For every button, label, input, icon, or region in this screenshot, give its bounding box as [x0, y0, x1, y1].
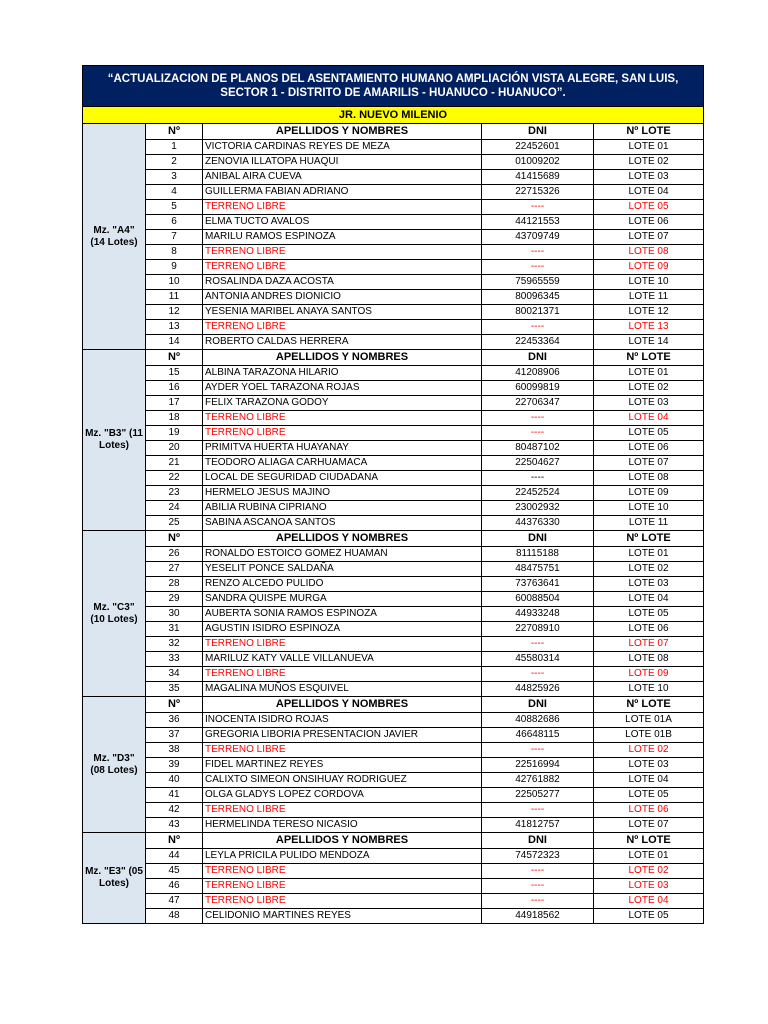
lot-number: LOTE 04 [594, 894, 704, 909]
dni-value: ---- [482, 245, 594, 260]
dni-value: 73763641 [482, 577, 594, 592]
owner-name: MARILUZ KATY VALLE VILLANUEVA [203, 652, 482, 667]
lot-number: LOTE 13 [594, 320, 704, 335]
table-row [83, 486, 704, 501]
column-header-name: APELLIDOS Y NOMBRES [203, 350, 482, 366]
dni-value: ---- [482, 260, 594, 275]
owner-name: CALIXTO SIMEON ONSIHUAY RODRIGUEZ [203, 773, 482, 788]
dni-value: ---- [482, 320, 594, 335]
lot-number: LOTE 07 [594, 456, 704, 471]
block-label: Mz. "E3" (05 Lotes) [83, 833, 146, 924]
owner-name: VICTORIA CARDINAS REYES DE MEZA [203, 140, 482, 155]
document-title: “ACTUALIZACION DE PLANOS DEL ASENTAMIENTO HUMANO AMPLIACIÓN VISTA ALEGRE, SAN LUIS, SECTOR 1 - DISTRITO DE AMARILIS - HUANUCO - HUANUCO”. [83, 66, 704, 107]
block-label: Mz. "D3" (08 Lotes) [83, 697, 146, 833]
row-number: 11 [146, 290, 203, 305]
dni-value: 23002932 [482, 501, 594, 516]
owner-name: OLGA GLADYS LOPEZ CORDOVA [203, 788, 482, 803]
owner-name: YESELIT PONCE SALDAÑA [203, 562, 482, 577]
row-number: 36 [146, 713, 203, 728]
street-name: JR. NUEVO MILENIO [83, 107, 704, 124]
owner-name: TERRENO LIBRE [203, 245, 482, 260]
lot-number: LOTE 11 [594, 290, 704, 305]
table-body [83, 66, 704, 924]
owner-name: MARILU RAMOS ESPINOZA [203, 230, 482, 245]
lot-number: LOTE 10 [594, 682, 704, 697]
dni-value: 80487102 [482, 441, 594, 456]
owner-name: RONALDO ESTOICO GOMEZ HUAMAN [203, 547, 482, 562]
owner-name: ANIBAL AIRA CUEVA [203, 170, 482, 185]
row-number: 7 [146, 230, 203, 245]
lot-number: LOTE 10 [594, 275, 704, 290]
lot-number: LOTE 02 [594, 743, 704, 758]
owner-name: ROSALINDA DAZA ACOSTA [203, 275, 482, 290]
table-row [83, 411, 704, 426]
row-number: 15 [146, 366, 203, 381]
owner-name: TERRENO LIBRE [203, 426, 482, 441]
column-header-dni: DNI [482, 124, 594, 140]
lot-number: LOTE 02 [594, 155, 704, 170]
owner-name: ROBERTO CALDAS HERRERA [203, 335, 482, 350]
owner-name: TERRENO LIBRE [203, 260, 482, 275]
column-header-num: Nº [146, 531, 203, 547]
table-row [83, 879, 704, 894]
table-row [83, 185, 704, 200]
dni-value: 45580314 [482, 652, 594, 667]
dni-value: 60088504 [482, 592, 594, 607]
owner-name: TERRENO LIBRE [203, 879, 482, 894]
row-number: 40 [146, 773, 203, 788]
block-header-row [83, 124, 704, 140]
owner-name: YESENIA MARIBEL ANAYA SANTOS [203, 305, 482, 320]
row-number: 48 [146, 909, 203, 924]
dni-value: ---- [482, 894, 594, 909]
dni-value: 44121553 [482, 215, 594, 230]
lot-number: LOTE 10 [594, 501, 704, 516]
dni-value: 22505277 [482, 788, 594, 803]
column-header-num: Nº [146, 124, 203, 140]
dni-value: 42761882 [482, 773, 594, 788]
lot-number: LOTE 02 [594, 864, 704, 879]
table-row [83, 170, 704, 185]
dni-value: 40882686 [482, 713, 594, 728]
row-number: 14 [146, 335, 203, 350]
table-row [83, 637, 704, 652]
row-number: 34 [146, 667, 203, 682]
owner-name: ZENOVIA ILLATOPA HUAQUI [203, 155, 482, 170]
lot-number: LOTE 08 [594, 245, 704, 260]
owner-name: ELMA TUCTO AVALOS [203, 215, 482, 230]
lot-number: LOTE 01A [594, 713, 704, 728]
column-header-num: Nº [146, 833, 203, 849]
owner-name: SABINA ASCANOA SANTOS [203, 516, 482, 531]
dni-value: 44825926 [482, 682, 594, 697]
dni-value: ---- [482, 426, 594, 441]
owner-name: TERRENO LIBRE [203, 667, 482, 682]
dni-value: 22453364 [482, 335, 594, 350]
lot-number: LOTE 09 [594, 667, 704, 682]
table-row [83, 441, 704, 456]
lot-number: LOTE 01 [594, 140, 704, 155]
owner-name: GUILLERMA FABIAN ADRIANO [203, 185, 482, 200]
row-number: 23 [146, 486, 203, 501]
table-row [83, 290, 704, 305]
lot-number: LOTE 04 [594, 411, 704, 426]
row-number: 46 [146, 879, 203, 894]
column-header-lote: Nº LOTE [594, 531, 704, 547]
table-row [83, 758, 704, 773]
row-number: 8 [146, 245, 203, 260]
dni-value: 22452601 [482, 140, 594, 155]
lot-number: LOTE 08 [594, 652, 704, 667]
row-number: 25 [146, 516, 203, 531]
column-header-name: APELLIDOS Y NOMBRES [203, 124, 482, 140]
dni-value: 44376330 [482, 516, 594, 531]
owner-name: INOCENTA ISIDRO ROJAS [203, 713, 482, 728]
row-number: 13 [146, 320, 203, 335]
owner-name: GREGORIA LIBORIA PRESENTACION JAVIER [203, 728, 482, 743]
dni-value: ---- [482, 637, 594, 652]
row-number: 32 [146, 637, 203, 652]
dni-value: 44933248 [482, 607, 594, 622]
owner-name: TERRENO LIBRE [203, 894, 482, 909]
block-label: Mz. "A4" (14 Lotes) [83, 124, 146, 350]
table-row [83, 652, 704, 667]
table-row [83, 335, 704, 350]
block-label: Mz. "B3" (11 Lotes) [83, 350, 146, 531]
table-row [83, 788, 704, 803]
table-row [83, 818, 704, 833]
owner-name: TEODORO ALIAGA CARHUAMACA [203, 456, 482, 471]
lot-number: LOTE 02 [594, 381, 704, 396]
dni-value: 41208906 [482, 366, 594, 381]
dni-value: 22452524 [482, 486, 594, 501]
table-row [83, 728, 704, 743]
owner-name: TERRENO LIBRE [203, 743, 482, 758]
row-number: 10 [146, 275, 203, 290]
owner-name: ABILIA RUBINA CIPRIANO [203, 501, 482, 516]
table-row [83, 366, 704, 381]
owner-name: AUBERTA SONIA RAMOS ESPINOZA [203, 607, 482, 622]
lot-number: LOTE 07 [594, 818, 704, 833]
table-row [83, 894, 704, 909]
lot-number: LOTE 07 [594, 230, 704, 245]
row-number: 35 [146, 682, 203, 697]
row-number: 44 [146, 849, 203, 864]
column-header-dni: DNI [482, 833, 594, 849]
table-row [83, 260, 704, 275]
column-header-name: APELLIDOS Y NOMBRES [203, 833, 482, 849]
lot-registry-table [82, 65, 704, 924]
owner-name: HERMELINDA TERESO NICASIO [203, 818, 482, 833]
lot-number: LOTE 12 [594, 305, 704, 320]
dni-value: 80096345 [482, 290, 594, 305]
dni-value: ---- [482, 667, 594, 682]
column-header-lote: Nº LOTE [594, 833, 704, 849]
lot-number: LOTE 04 [594, 592, 704, 607]
owner-name: MAGALINA MUÑOS ESQUIVEL [203, 682, 482, 697]
block-header-row [83, 833, 704, 849]
column-header-name: APELLIDOS Y NOMBRES [203, 697, 482, 713]
table-row [83, 547, 704, 562]
lot-number: LOTE 05 [594, 426, 704, 441]
table-row [83, 140, 704, 155]
dni-value: 60099819 [482, 381, 594, 396]
row-number: 39 [146, 758, 203, 773]
dni-value: ---- [482, 743, 594, 758]
lot-number: LOTE 05 [594, 607, 704, 622]
table-row [83, 155, 704, 170]
table-row [83, 275, 704, 290]
dni-value: 01009202 [482, 155, 594, 170]
lot-number: LOTE 09 [594, 486, 704, 501]
row-number: 45 [146, 864, 203, 879]
column-header-num: Nº [146, 350, 203, 366]
dni-value: 81115188 [482, 547, 594, 562]
column-header-lote: Nº LOTE [594, 697, 704, 713]
owner-name: HERMELO JESUS MAJINO [203, 486, 482, 501]
table-row [83, 667, 704, 682]
row-number: 9 [146, 260, 203, 275]
owner-name: LOCAL DE SEGURIDAD CIUDADANA [203, 471, 482, 486]
lot-number: LOTE 05 [594, 788, 704, 803]
lot-number: LOTE 06 [594, 803, 704, 818]
lot-number: LOTE 03 [594, 396, 704, 411]
lot-number: LOTE 11 [594, 516, 704, 531]
block-label: Mz. "C3" (10 Lotes) [83, 531, 146, 697]
lot-number: LOTE 14 [594, 335, 704, 350]
owner-name: TERRENO LIBRE [203, 864, 482, 879]
lot-number: LOTE 05 [594, 909, 704, 924]
table-row [83, 682, 704, 697]
lot-number: LOTE 03 [594, 170, 704, 185]
row-number: 3 [146, 170, 203, 185]
table-row [83, 909, 704, 924]
dni-value: ---- [482, 879, 594, 894]
table-row [83, 743, 704, 758]
row-number: 29 [146, 592, 203, 607]
column-header-dni: DNI [482, 531, 594, 547]
table-row [83, 773, 704, 788]
row-number: 24 [146, 501, 203, 516]
row-number: 30 [146, 607, 203, 622]
dni-value: 22715326 [482, 185, 594, 200]
table-row [83, 562, 704, 577]
dni-value: ---- [482, 411, 594, 426]
dni-value: 41415689 [482, 170, 594, 185]
lot-number: LOTE 08 [594, 471, 704, 486]
lot-registry-sheet [82, 65, 703, 924]
table-row [83, 230, 704, 245]
table-row [83, 577, 704, 592]
row-number: 18 [146, 411, 203, 426]
owner-name: AGUSTIN ISIDRO ESPINOZA [203, 622, 482, 637]
dni-value: ---- [482, 200, 594, 215]
row-number: 28 [146, 577, 203, 592]
row-number: 16 [146, 381, 203, 396]
table-row [83, 456, 704, 471]
owner-name: TERRENO LIBRE [203, 803, 482, 818]
table-row [83, 592, 704, 607]
row-number: 20 [146, 441, 203, 456]
owner-name: PRIMITVA HUERTA HUAYANAY [203, 441, 482, 456]
owner-name: TERRENO LIBRE [203, 320, 482, 335]
lot-number: LOTE 06 [594, 622, 704, 637]
owner-name: FIDEL MARTINEZ REYES [203, 758, 482, 773]
table-row [83, 849, 704, 864]
dni-value: 46648115 [482, 728, 594, 743]
owner-name: ALBINA TARAZONA HILARIO [203, 366, 482, 381]
table-row [83, 501, 704, 516]
column-header-lote: Nº LOTE [594, 124, 704, 140]
row-number: 6 [146, 215, 203, 230]
dni-value: ---- [482, 471, 594, 486]
dni-value: 22708910 [482, 622, 594, 637]
owner-name: AYDER YOEL TARAZONA ROJAS [203, 381, 482, 396]
table-row [83, 320, 704, 335]
row-number: 19 [146, 426, 203, 441]
lot-number: LOTE 07 [594, 637, 704, 652]
lot-number: LOTE 01 [594, 849, 704, 864]
dni-value: ---- [482, 864, 594, 879]
row-number: 26 [146, 547, 203, 562]
table-row [83, 200, 704, 215]
dni-value: ---- [482, 803, 594, 818]
row-number: 43 [146, 818, 203, 833]
lot-number: LOTE 06 [594, 215, 704, 230]
table-row [83, 426, 704, 441]
row-number: 22 [146, 471, 203, 486]
table-row [83, 245, 704, 260]
row-number: 1 [146, 140, 203, 155]
row-number: 2 [146, 155, 203, 170]
table-row [83, 713, 704, 728]
lot-number: LOTE 03 [594, 758, 704, 773]
lot-number: LOTE 02 [594, 562, 704, 577]
owner-name: TERRENO LIBRE [203, 637, 482, 652]
table-row [83, 381, 704, 396]
row-number: 5 [146, 200, 203, 215]
lot-number: LOTE 01 [594, 366, 704, 381]
dni-value: 74572323 [482, 849, 594, 864]
lot-number: LOTE 01B [594, 728, 704, 743]
table-row [83, 396, 704, 411]
column-header-name: APELLIDOS Y NOMBRES [203, 531, 482, 547]
row-number: 27 [146, 562, 203, 577]
dni-value: 43709749 [482, 230, 594, 245]
row-number: 38 [146, 743, 203, 758]
column-header-dni: DNI [482, 350, 594, 366]
lot-number: LOTE 04 [594, 185, 704, 200]
dni-value: 48475751 [482, 562, 594, 577]
lot-number: LOTE 09 [594, 260, 704, 275]
dni-value: 22504627 [482, 456, 594, 471]
row-number: 21 [146, 456, 203, 471]
lot-number: LOTE 01 [594, 547, 704, 562]
owner-name: LEYLA PRICILA PULIDO MENDOZA [203, 849, 482, 864]
row-number: 42 [146, 803, 203, 818]
block-header-row [83, 350, 704, 366]
owner-name: RENZO ALCEDO PULIDO [203, 577, 482, 592]
owner-name: CELIDONIO MARTINES REYES [203, 909, 482, 924]
block-header-row [83, 531, 704, 547]
owner-name: FELIX TARAZONA GODOY [203, 396, 482, 411]
table-row [83, 803, 704, 818]
row-number: 12 [146, 305, 203, 320]
table-row [83, 215, 704, 230]
table-row [83, 516, 704, 531]
row-number: 31 [146, 622, 203, 637]
table-row [83, 864, 704, 879]
owner-name: TERRENO LIBRE [203, 200, 482, 215]
lot-number: LOTE 03 [594, 879, 704, 894]
lot-number: LOTE 03 [594, 577, 704, 592]
table-row [83, 607, 704, 622]
dni-value: 22706347 [482, 396, 594, 411]
dni-value: 75965559 [482, 275, 594, 290]
row-number: 41 [146, 788, 203, 803]
dni-value: 80021371 [482, 305, 594, 320]
column-header-num: Nº [146, 697, 203, 713]
row-number: 33 [146, 652, 203, 667]
table-row [83, 305, 704, 320]
row-number: 37 [146, 728, 203, 743]
dni-value: 41812757 [482, 818, 594, 833]
dni-value: 44918562 [482, 909, 594, 924]
owner-name: SANDRA QUISPE MURGA [203, 592, 482, 607]
lot-number: LOTE 05 [594, 200, 704, 215]
block-header-row [83, 697, 704, 713]
dni-value: 22516994 [482, 758, 594, 773]
lot-number: LOTE 04 [594, 773, 704, 788]
table-row [83, 622, 704, 637]
owner-name: ANTONIA ANDRES DIONICIO [203, 290, 482, 305]
column-header-lote: Nº LOTE [594, 350, 704, 366]
owner-name: TERRENO LIBRE [203, 411, 482, 426]
row-number: 47 [146, 894, 203, 909]
lot-number: LOTE 06 [594, 441, 704, 456]
table-row [83, 471, 704, 486]
row-number: 4 [146, 185, 203, 200]
column-header-dni: DNI [482, 697, 594, 713]
row-number: 17 [146, 396, 203, 411]
